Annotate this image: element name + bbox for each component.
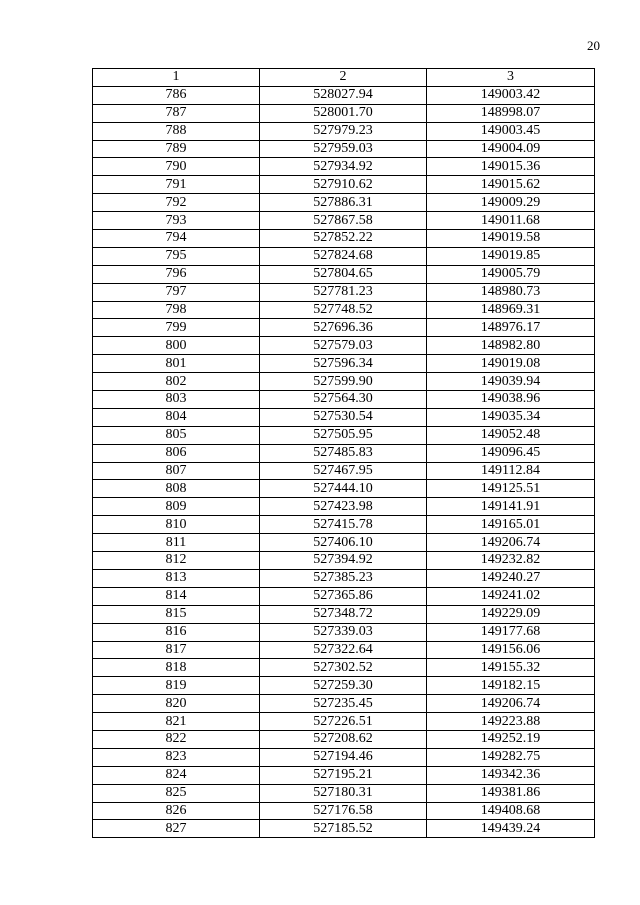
point-number-cell: 812	[93, 552, 260, 570]
table-row	[93, 587, 595, 605]
point-number-cell: 813	[93, 569, 260, 587]
y-coordinate-cell: 148976.17	[427, 319, 595, 337]
point-number-cell: 794	[93, 230, 260, 248]
x-coordinate-cell: 527599.90	[260, 373, 427, 391]
table-row	[93, 230, 595, 248]
point-number-cell: 792	[93, 194, 260, 212]
y-coordinate-cell: 149342.36	[427, 766, 595, 784]
point-number-cell: 808	[93, 480, 260, 498]
y-coordinate-cell: 148982.80	[427, 337, 595, 355]
table-row	[93, 641, 595, 659]
y-coordinate-cell: 149241.02	[427, 587, 595, 605]
x-coordinate-cell: 527259.30	[260, 677, 427, 695]
y-coordinate-cell: 149229.09	[427, 605, 595, 623]
table-row	[93, 462, 595, 480]
point-number-cell: 810	[93, 516, 260, 534]
point-number-cell: 811	[93, 534, 260, 552]
point-number-cell: 800	[93, 337, 260, 355]
coordinates-table	[92, 68, 595, 838]
point-number-cell: 791	[93, 176, 260, 194]
x-coordinate-cell: 527781.23	[260, 283, 427, 301]
x-coordinate-cell: 527423.98	[260, 498, 427, 516]
point-number-cell: 820	[93, 695, 260, 713]
table-row	[93, 534, 595, 552]
column-header-3: 3	[427, 69, 595, 87]
table-row	[93, 784, 595, 802]
table-row	[93, 659, 595, 677]
table-row	[93, 802, 595, 820]
x-coordinate-cell: 527194.46	[260, 748, 427, 766]
point-number-cell: 821	[93, 713, 260, 731]
point-number-cell: 803	[93, 391, 260, 409]
x-coordinate-cell: 527444.10	[260, 480, 427, 498]
y-coordinate-cell: 149165.01	[427, 516, 595, 534]
table-row	[93, 713, 595, 731]
x-coordinate-cell: 527180.31	[260, 784, 427, 802]
point-number-cell: 793	[93, 212, 260, 230]
table-row	[93, 355, 595, 373]
y-coordinate-cell: 149282.75	[427, 748, 595, 766]
column-header-1: 1	[93, 69, 260, 87]
table-row	[93, 86, 595, 104]
y-coordinate-cell: 149009.29	[427, 194, 595, 212]
table-row	[93, 730, 595, 748]
y-coordinate-cell: 149019.08	[427, 355, 595, 373]
point-number-cell: 786	[93, 86, 260, 104]
x-coordinate-cell: 527467.95	[260, 462, 427, 480]
table-row	[93, 498, 595, 516]
point-number-cell: 797	[93, 283, 260, 301]
table-row	[93, 695, 595, 713]
x-coordinate-cell: 527934.92	[260, 158, 427, 176]
table-row	[93, 766, 595, 784]
table-row	[93, 104, 595, 122]
x-coordinate-cell: 527910.62	[260, 176, 427, 194]
y-coordinate-cell: 149015.36	[427, 158, 595, 176]
point-number-cell: 823	[93, 748, 260, 766]
table-row	[93, 391, 595, 409]
x-coordinate-cell: 527596.34	[260, 355, 427, 373]
x-coordinate-cell: 527365.86	[260, 587, 427, 605]
x-coordinate-cell: 527804.65	[260, 265, 427, 283]
point-number-cell: 826	[93, 802, 260, 820]
point-number-cell: 807	[93, 462, 260, 480]
y-coordinate-cell: 149112.84	[427, 462, 595, 480]
x-coordinate-cell: 527696.36	[260, 319, 427, 337]
table-row	[93, 373, 595, 391]
point-number-cell: 822	[93, 730, 260, 748]
table-row	[93, 265, 595, 283]
point-number-cell: 816	[93, 623, 260, 641]
x-coordinate-cell: 527208.62	[260, 730, 427, 748]
x-coordinate-cell: 527505.95	[260, 426, 427, 444]
point-number-cell: 806	[93, 444, 260, 462]
point-number-cell: 795	[93, 247, 260, 265]
table-row	[93, 748, 595, 766]
column-header-2: 2	[260, 69, 427, 87]
table-row	[93, 212, 595, 230]
point-number-cell: 819	[93, 677, 260, 695]
x-coordinate-cell: 527226.51	[260, 713, 427, 731]
point-number-cell: 804	[93, 408, 260, 426]
y-coordinate-cell: 149004.09	[427, 140, 595, 158]
table-row	[93, 319, 595, 337]
x-coordinate-cell: 527394.92	[260, 552, 427, 570]
y-coordinate-cell: 149439.24	[427, 820, 595, 838]
x-coordinate-cell: 527852.22	[260, 230, 427, 248]
y-coordinate-cell: 149015.62	[427, 176, 595, 194]
x-coordinate-cell: 527348.72	[260, 605, 427, 623]
table-row	[93, 516, 595, 534]
point-number-cell: 817	[93, 641, 260, 659]
x-coordinate-cell: 527959.03	[260, 140, 427, 158]
table-row	[93, 194, 595, 212]
point-number-cell: 798	[93, 301, 260, 319]
y-coordinate-cell: 149182.15	[427, 677, 595, 695]
y-coordinate-cell: 149156.06	[427, 641, 595, 659]
x-coordinate-cell: 527824.68	[260, 247, 427, 265]
point-number-cell: 789	[93, 140, 260, 158]
y-coordinate-cell: 149240.27	[427, 569, 595, 587]
y-coordinate-cell: 149155.32	[427, 659, 595, 677]
x-coordinate-cell: 527886.31	[260, 194, 427, 212]
y-coordinate-cell: 149381.86	[427, 784, 595, 802]
y-coordinate-cell: 149141.91	[427, 498, 595, 516]
point-number-cell: 802	[93, 373, 260, 391]
table-body	[93, 86, 595, 837]
point-number-cell: 827	[93, 820, 260, 838]
table-row	[93, 820, 595, 838]
y-coordinate-cell: 149005.79	[427, 265, 595, 283]
x-coordinate-cell: 527385.23	[260, 569, 427, 587]
table-row	[93, 301, 595, 319]
table-row	[93, 247, 595, 265]
table-row	[93, 283, 595, 301]
point-number-cell: 799	[93, 319, 260, 337]
table-row	[93, 158, 595, 176]
table-row	[93, 605, 595, 623]
y-coordinate-cell: 149232.82	[427, 552, 595, 570]
table-row	[93, 677, 595, 695]
y-coordinate-cell: 149038.96	[427, 391, 595, 409]
table-row	[93, 408, 595, 426]
x-coordinate-cell: 527235.45	[260, 695, 427, 713]
table-row	[93, 337, 595, 355]
y-coordinate-cell: 149052.48	[427, 426, 595, 444]
x-coordinate-cell: 527195.21	[260, 766, 427, 784]
point-number-cell: 790	[93, 158, 260, 176]
y-coordinate-cell: 149019.85	[427, 247, 595, 265]
table-row	[93, 623, 595, 641]
point-number-cell: 815	[93, 605, 260, 623]
point-number-cell: 825	[93, 784, 260, 802]
y-coordinate-cell: 149252.19	[427, 730, 595, 748]
y-coordinate-cell: 149223.88	[427, 713, 595, 731]
point-number-cell: 824	[93, 766, 260, 784]
point-number-cell: 814	[93, 587, 260, 605]
y-coordinate-cell: 149125.51	[427, 480, 595, 498]
table-row	[93, 569, 595, 587]
y-coordinate-cell: 148980.73	[427, 283, 595, 301]
y-coordinate-cell: 148969.31	[427, 301, 595, 319]
point-number-cell: 805	[93, 426, 260, 444]
table-row	[93, 480, 595, 498]
x-coordinate-cell: 527748.52	[260, 301, 427, 319]
table-row	[93, 122, 595, 140]
y-coordinate-cell: 149003.45	[427, 122, 595, 140]
y-coordinate-cell: 149011.68	[427, 212, 595, 230]
point-number-cell: 801	[93, 355, 260, 373]
point-number-cell: 787	[93, 104, 260, 122]
y-coordinate-cell: 149019.58	[427, 230, 595, 248]
table-row	[93, 552, 595, 570]
x-coordinate-cell: 527176.58	[260, 802, 427, 820]
x-coordinate-cell: 527185.52	[260, 820, 427, 838]
y-coordinate-cell: 149096.45	[427, 444, 595, 462]
x-coordinate-cell: 527579.03	[260, 337, 427, 355]
y-coordinate-cell: 149035.34	[427, 408, 595, 426]
y-coordinate-cell: 149177.68	[427, 623, 595, 641]
point-number-cell: 796	[93, 265, 260, 283]
x-coordinate-cell: 527339.03	[260, 623, 427, 641]
y-coordinate-cell: 148998.07	[427, 104, 595, 122]
table-header-row	[93, 69, 595, 87]
table-row	[93, 444, 595, 462]
point-number-cell: 818	[93, 659, 260, 677]
x-coordinate-cell: 527867.58	[260, 212, 427, 230]
table-row	[93, 426, 595, 444]
y-coordinate-cell: 149408.68	[427, 802, 595, 820]
x-coordinate-cell: 527485.83	[260, 444, 427, 462]
point-number-cell: 788	[93, 122, 260, 140]
x-coordinate-cell: 527564.30	[260, 391, 427, 409]
y-coordinate-cell: 149206.74	[427, 534, 595, 552]
point-number-cell: 809	[93, 498, 260, 516]
table-row	[93, 176, 595, 194]
x-coordinate-cell: 528001.70	[260, 104, 427, 122]
x-coordinate-cell: 527322.64	[260, 641, 427, 659]
x-coordinate-cell: 527530.54	[260, 408, 427, 426]
x-coordinate-cell: 527302.52	[260, 659, 427, 677]
x-coordinate-cell: 527415.78	[260, 516, 427, 534]
x-coordinate-cell: 528027.94	[260, 86, 427, 104]
y-coordinate-cell: 149206.74	[427, 695, 595, 713]
y-coordinate-cell: 149039.94	[427, 373, 595, 391]
x-coordinate-cell: 527406.10	[260, 534, 427, 552]
page-number: 20	[587, 38, 600, 53]
x-coordinate-cell: 527979.23	[260, 122, 427, 140]
table-row	[93, 140, 595, 158]
y-coordinate-cell: 149003.42	[427, 86, 595, 104]
